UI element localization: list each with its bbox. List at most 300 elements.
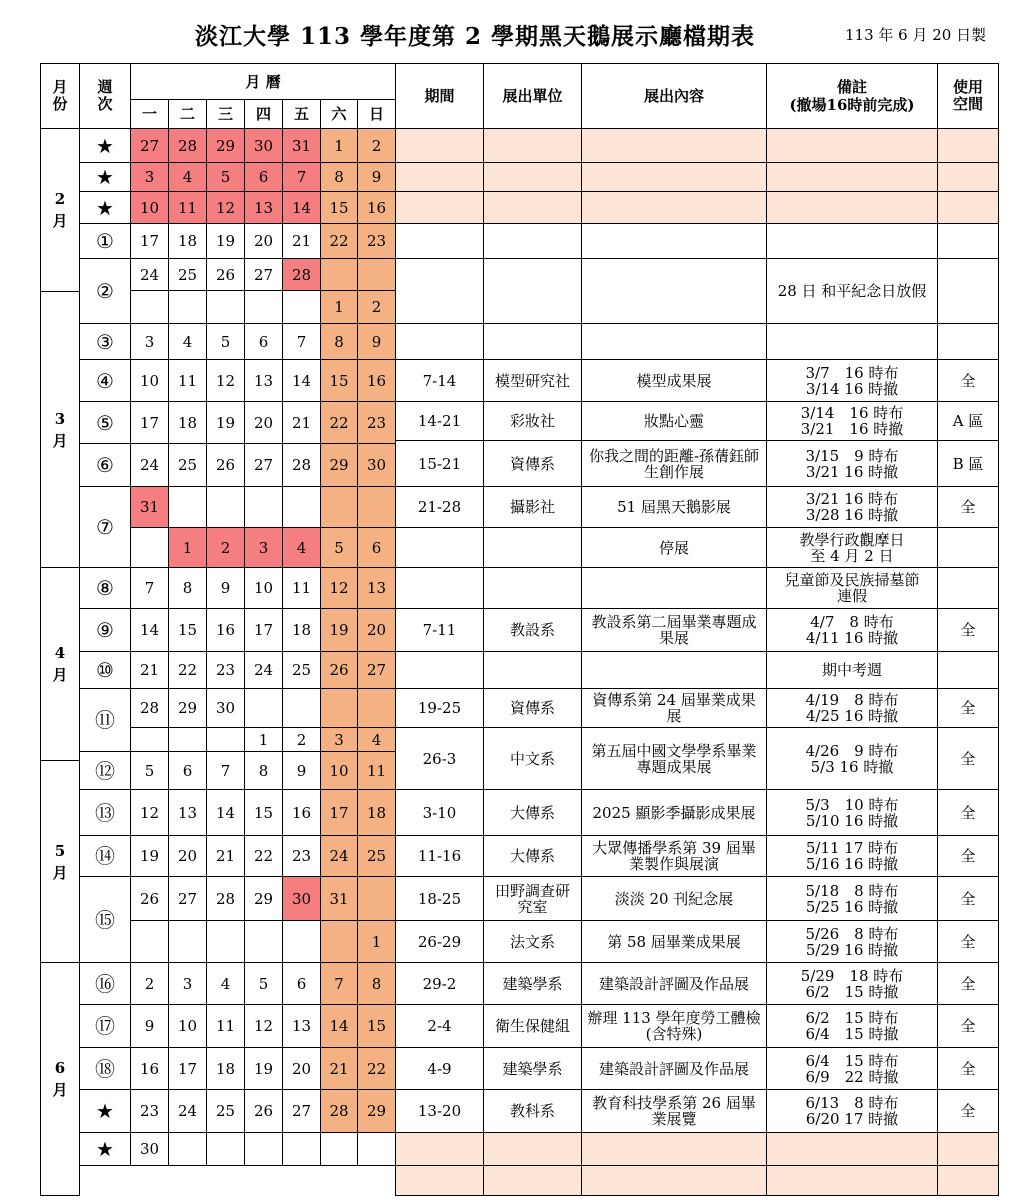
- exhibit-remark: [766, 440, 938, 487]
- calendar-day-text: 29: [366, 1102, 387, 1120]
- calendar-day: [168, 443, 207, 487]
- exhibit-space-text: A 區: [952, 412, 984, 430]
- exhibit-content: [581, 876, 767, 921]
- exhibit-unit-text: 資傳系: [509, 454, 555, 473]
- calendar-day-text: 14: [139, 621, 160, 639]
- calendar-day: [357, 688, 396, 728]
- calendar-day: [244, 608, 283, 652]
- calendar-day-text: 30: [253, 136, 274, 155]
- exhibit-period-text: 19-25: [417, 699, 462, 717]
- calendar-day-text: 13: [291, 1017, 312, 1035]
- calendar-day: [244, 1132, 283, 1166]
- calendar-day: [168, 876, 207, 921]
- calendar-day: [244, 223, 283, 259]
- calendar-day: [357, 323, 396, 360]
- calendar-day: [206, 1089, 245, 1133]
- calendar-day-text: 1: [258, 730, 269, 749]
- calendar-day: [282, 567, 321, 609]
- calendar-day: [168, 688, 207, 728]
- calendar-day: [130, 651, 169, 689]
- calendar-day-text: 7: [334, 974, 344, 993]
- exhibit-content: [581, 258, 767, 324]
- calendar-day: [282, 223, 321, 259]
- calendar-day: [244, 191, 283, 224]
- calendar-day-text: 27: [177, 889, 198, 908]
- exhibit-unit: [483, 688, 582, 728]
- week-10-text: ⑧: [96, 576, 114, 600]
- calendar-day: [206, 162, 245, 192]
- week-9: [79, 486, 131, 568]
- exhibit-unit: [483, 223, 582, 259]
- exhibit-unit-text: 建築學系: [502, 974, 563, 993]
- exhibit-remark-text: 兒童節及民族掃墓節 連假: [784, 571, 920, 605]
- exhibit-remark: [766, 608, 938, 652]
- exhibit-space-text: 全: [960, 1102, 976, 1120]
- calendar-day-text: 6: [371, 538, 382, 557]
- week-16-text: ⑭: [95, 844, 115, 868]
- calendar-day-text: 21: [291, 232, 312, 250]
- calendar-day: [206, 789, 245, 836]
- exhibit-remark-text: 5/3 10 時布 5/10 16 時撤: [805, 795, 899, 830]
- calendar-day-text: 3: [144, 332, 155, 351]
- calendar-day: [206, 608, 245, 652]
- calendar-day-text: 25: [291, 661, 312, 679]
- calendar-day: [244, 651, 283, 689]
- exhibit-unit: [483, 1165, 582, 1196]
- calendar-day: [282, 323, 321, 360]
- calendar-day: [168, 651, 207, 689]
- calendar-day-text: 16: [291, 803, 312, 822]
- exhibit-content-text: 第 58 屆畢業成果展: [607, 932, 741, 951]
- week-21-text: ★: [96, 1099, 114, 1123]
- exhibit-remark-text: 28 日 和平紀念日放假: [777, 282, 927, 300]
- exhibit-remark: [766, 920, 938, 963]
- calendar-day-text: 28: [215, 889, 236, 908]
- calendar-day-text: 24: [139, 265, 160, 284]
- calendar-day-text: 9: [296, 761, 307, 780]
- calendar-day-text: 1: [334, 298, 344, 316]
- exhibit-unit: [483, 1132, 582, 1166]
- calendar-day: [168, 1047, 207, 1090]
- calendar-day: [282, 443, 321, 487]
- calendar-day-text: 23: [366, 232, 387, 250]
- calendar-day: [320, 443, 358, 487]
- exhibit-space: [937, 258, 999, 324]
- calendar-day-text: 30: [366, 456, 387, 474]
- calendar-day-text: 10: [139, 371, 160, 390]
- exhibit-space-text: 全: [960, 974, 976, 993]
- week-8: [79, 443, 131, 487]
- calendar-day: [320, 401, 358, 444]
- calendar-day: [168, 1132, 207, 1166]
- calendar-day-text: 26: [329, 661, 349, 679]
- exhibit-remark-text: 3/7 16 時布 3/14 16 時撤: [805, 363, 899, 398]
- header-calendar-text: 月 曆: [245, 72, 281, 91]
- exhibit-period: [395, 401, 484, 441]
- exhibit-content: [581, 359, 767, 402]
- exhibit-remark: [766, 835, 938, 877]
- header-day-6-text: 日: [368, 105, 384, 123]
- exhibit-unit-text: 法文系: [509, 932, 555, 951]
- calendar-day: [357, 527, 396, 568]
- calendar-day: [244, 789, 283, 836]
- calendar-day: [282, 527, 321, 568]
- week-1: [79, 162, 131, 192]
- calendar-day-text: 4: [220, 974, 231, 993]
- week-15: [79, 789, 131, 836]
- calendar-day: [282, 651, 321, 689]
- calendar-day: [130, 223, 169, 259]
- exhibit-space: [937, 1047, 999, 1090]
- calendar-day: [320, 727, 358, 752]
- exhibit-space: [937, 567, 999, 609]
- calendar-day: [320, 162, 358, 192]
- calendar-day: [130, 359, 169, 402]
- calendar-day-text: 11: [366, 761, 387, 780]
- calendar-day-text: 13: [253, 371, 274, 390]
- calendar-day: [130, 688, 169, 728]
- calendar-day: [206, 527, 245, 568]
- calendar-day-text: 14: [215, 803, 236, 822]
- calendar-day-text: 9: [220, 579, 231, 597]
- calendar-day: [320, 290, 358, 324]
- calendar-day-text: 11: [291, 579, 312, 597]
- exhibit-remark-text: 5/11 17 時布 5/16 16 時撤: [805, 839, 899, 873]
- calendar-day: [168, 258, 207, 291]
- calendar-day-text: 19: [215, 413, 236, 432]
- header-space: [937, 63, 999, 129]
- calendar-day-text: 28: [291, 456, 312, 474]
- exhibit-period: [395, 1004, 484, 1048]
- calendar-day-text: 7: [296, 332, 307, 351]
- calendar-day-text: 1: [182, 538, 193, 557]
- calendar-day: [206, 1047, 245, 1090]
- exhibit-content: [581, 191, 767, 224]
- header-content-text: 展出內容: [643, 87, 704, 105]
- exhibit-space-text: 全: [960, 371, 976, 390]
- exhibit-content: [581, 789, 767, 836]
- exhibit-space: [937, 223, 999, 259]
- calendar-day: [282, 688, 321, 728]
- calendar-day-text: 3: [334, 730, 344, 749]
- calendar-day-text: 8: [334, 332, 344, 351]
- exhibit-period-text: 18-25: [417, 889, 462, 908]
- exhibit-unit: [483, 567, 582, 609]
- calendar-day-text: 8: [371, 974, 382, 993]
- exhibit-unit-text: 中文系: [509, 749, 555, 768]
- calendar-day-text: 8: [258, 761, 269, 780]
- exhibit-content-text: 辦理 113 學年度勞工體檢(含特殊): [587, 1009, 761, 1043]
- calendar-day: [130, 290, 169, 324]
- week-8-text: ⑥: [96, 453, 114, 477]
- calendar-day: [282, 962, 321, 1005]
- header-day-2-text: 三: [217, 105, 233, 123]
- calendar-day: [357, 1132, 396, 1166]
- header-day-5: [320, 99, 358, 129]
- calendar-day: [282, 727, 321, 752]
- header-day-3-text: 四: [255, 105, 271, 123]
- week-5: [79, 323, 131, 360]
- calendar-day-text: 9: [144, 1017, 155, 1035]
- calendar-day-text: 22: [177, 661, 198, 679]
- month-2-text: 3 月: [52, 409, 68, 450]
- calendar-day: [282, 1089, 321, 1133]
- calendar-day-text: 27: [139, 136, 160, 155]
- calendar-day: [130, 751, 169, 790]
- exhibit-space: [937, 401, 999, 441]
- calendar-day: [320, 1132, 358, 1166]
- calendar-day: [357, 920, 396, 963]
- week-20: [79, 1047, 131, 1090]
- calendar-day: [320, 1089, 358, 1133]
- exhibit-space-text: B 區: [952, 454, 984, 473]
- header-day-4-text: 五: [293, 105, 309, 123]
- exhibit-space: [937, 486, 999, 528]
- calendar-day-text: 29: [329, 456, 349, 474]
- calendar-day: [206, 258, 245, 291]
- calendar-day: [206, 835, 245, 877]
- calendar-day: [206, 359, 245, 402]
- exhibit-unit-text: 教科系: [509, 1102, 555, 1120]
- calendar-day-text: 8: [334, 168, 344, 186]
- week-3-text: ①: [96, 229, 114, 253]
- exhibit-space-text: 全: [960, 889, 976, 908]
- exhibit-unit: [483, 789, 582, 836]
- header-calendar: [130, 63, 396, 100]
- calendar-day-text: 17: [329, 803, 349, 822]
- calendar-day: [130, 443, 169, 487]
- calendar-day: [244, 359, 283, 402]
- calendar-day: [320, 876, 358, 921]
- exhibit-period: [395, 962, 484, 1005]
- calendar-day: [206, 727, 245, 752]
- week-0: [79, 128, 131, 163]
- exhibit-content-text: 你我之間的距離-孫蒨鈺師生創作展: [588, 446, 760, 481]
- week-19: [79, 1004, 131, 1048]
- calendar-day: [357, 258, 396, 291]
- calendar-day: [244, 876, 283, 921]
- exhibit-remark-text: 3/21 16 時布 3/28 16 時撤: [805, 490, 899, 524]
- exhibit-content: [581, 486, 767, 528]
- calendar-day-text: 7: [296, 168, 307, 186]
- calendar-day-text: 15: [253, 803, 274, 822]
- calendar-day: [320, 688, 358, 728]
- calendar-day-text: 6: [182, 761, 193, 780]
- week-1-text: ★: [96, 165, 114, 189]
- calendar-day: [357, 567, 396, 609]
- month-4-text: 5 月: [52, 841, 68, 882]
- exhibit-period-text: 13-20: [417, 1102, 462, 1120]
- calendar-day: [206, 751, 245, 790]
- calendar-day: [320, 651, 358, 689]
- exhibit-content-text: 淡淡 20 刊紀念展: [614, 889, 734, 908]
- calendar-day: [320, 258, 358, 291]
- exhibit-remark-text: 教學行政觀摩日 至 4 月 2 日: [799, 530, 905, 565]
- calendar-day: [357, 727, 396, 752]
- calendar-day: [244, 835, 283, 877]
- exhibit-unit: [483, 191, 582, 224]
- calendar-day-text: 6: [296, 974, 307, 993]
- exhibit-content: [581, 162, 767, 192]
- calendar-day-text: 19: [215, 232, 236, 250]
- month-5-text: 6 月: [52, 1059, 68, 1099]
- calendar-day: [168, 162, 207, 192]
- calendar-day: [168, 1004, 207, 1048]
- week-7: [79, 401, 131, 444]
- calendar-day-text: 20: [291, 1059, 312, 1078]
- exhibit-remark: [766, 223, 938, 259]
- exhibit-space: [937, 1004, 999, 1048]
- header-day-5-text: 六: [331, 105, 347, 123]
- calendar-day: [168, 401, 207, 444]
- calendar-day: [282, 162, 321, 192]
- calendar-day: [206, 1132, 245, 1166]
- page-title: 淡江大學 113 學年度第 2 學期黑天鵝展示廳檔期表: [195, 23, 756, 50]
- calendar-day-text: 20: [253, 413, 274, 432]
- exhibit-content: [581, 962, 767, 1005]
- calendar-day-text: 2: [371, 136, 382, 155]
- exhibit-unit-text: 模型研究社: [494, 371, 570, 390]
- exhibit-period-text: 29-2: [422, 974, 457, 993]
- calendar-day: [206, 290, 245, 324]
- exhibit-unit: [483, 440, 582, 487]
- calendar-day-text: 5: [220, 332, 231, 351]
- exhibit-space-text: 全: [960, 749, 976, 768]
- calendar-day: [244, 486, 283, 528]
- exhibit-remark: [766, 258, 938, 324]
- calendar-day: [130, 323, 169, 360]
- exhibit-content: [581, 1165, 767, 1196]
- exhibit-unit-text: 大傳系: [509, 803, 555, 822]
- exhibit-space: [937, 727, 999, 790]
- exhibit-content-text: 大眾傳播學系第 39 屆畢業製作與展演: [592, 839, 756, 873]
- calendar-day-text: 20: [366, 621, 387, 639]
- month-4: [40, 760, 80, 963]
- week-14-text: ⑫: [95, 758, 115, 783]
- week-21: [79, 1089, 131, 1133]
- calendar-day-text: 27: [291, 1102, 312, 1120]
- exhibit-space: [937, 1165, 999, 1196]
- calendar-day-text: 13: [253, 198, 274, 217]
- week-7-text: ⑤: [96, 410, 114, 435]
- calendar-day: [320, 486, 358, 528]
- calendar-day-text: 2: [144, 974, 155, 993]
- calendar-day-text: 18: [177, 413, 198, 432]
- exhibit-remark: [766, 191, 938, 224]
- calendar-day-text: 21: [215, 847, 236, 865]
- exhibit-content-text: 停展: [658, 538, 689, 557]
- exhibit-space-text: 全: [960, 932, 976, 951]
- exhibit-content: [581, 527, 767, 568]
- exhibit-remark: [766, 1089, 938, 1133]
- calendar-day-text: 6: [258, 332, 269, 351]
- exhibit-period-text: 26-3: [422, 749, 457, 768]
- exhibit-content-text: 建築設計評圖及作品展: [598, 974, 749, 993]
- calendar-day: [168, 608, 207, 652]
- calendar-day: [130, 727, 169, 752]
- calendar-day: [206, 920, 245, 963]
- exhibit-period: [395, 567, 484, 609]
- calendar-day-text: 8: [182, 579, 193, 597]
- header-remark-text: 備註 (撤場16時前完成): [789, 78, 915, 114]
- calendar-day-text: 30: [291, 889, 312, 908]
- calendar-day-text: 28: [329, 1102, 349, 1120]
- made-date: 113 年 6 月 20 日製: [845, 26, 987, 44]
- calendar-day-text: 23: [366, 413, 387, 432]
- calendar-day: [130, 567, 169, 609]
- calendar-day: [357, 835, 396, 877]
- calendar-day-text: 11: [177, 198, 198, 217]
- calendar-day: [130, 876, 169, 921]
- exhibit-remark: [766, 359, 938, 402]
- calendar-day-text: 23: [215, 661, 236, 679]
- calendar-day: [244, 727, 283, 752]
- calendar-day: [282, 1047, 321, 1090]
- exhibit-period-text: 21-28: [417, 498, 462, 516]
- exhibit-unit: [483, 608, 582, 652]
- calendar-day-text: 27: [253, 456, 274, 474]
- calendar-day: [130, 920, 169, 963]
- calendar-day-text: 7: [144, 579, 155, 597]
- week-18: [79, 962, 131, 1005]
- calendar-day: [320, 323, 358, 360]
- week-4: [79, 258, 131, 324]
- exhibit-remark-text: 6/4 15 時布 6/9 22 時撤: [805, 1051, 899, 1086]
- exhibit-unit: [483, 527, 582, 568]
- week-19-text: ⑰: [95, 1014, 115, 1038]
- header-day-4: [282, 99, 321, 129]
- calendar-day-text: 29: [177, 699, 198, 717]
- week-22: [79, 1132, 131, 1166]
- week-9-text: ⑦: [96, 515, 114, 539]
- exhibit-unit-text: 建築學系: [502, 1059, 563, 1078]
- calendar-day: [320, 359, 358, 402]
- calendar-day-text: 23: [139, 1102, 160, 1120]
- calendar-day-text: 10: [253, 579, 274, 597]
- calendar-day-text: 18: [366, 803, 387, 822]
- calendar-day-text: 15: [177, 621, 198, 639]
- header-week: [79, 63, 131, 129]
- exhibit-content: [581, 651, 767, 689]
- exhibit-content-text: 2025 顯影季攝影成果展: [592, 803, 756, 822]
- calendar-day-text: 17: [139, 413, 160, 432]
- calendar-day-text: 11: [215, 1017, 236, 1035]
- calendar-day: [357, 401, 396, 444]
- exhibit-space-text: 全: [960, 847, 976, 865]
- calendar-day-text: 25: [215, 1102, 236, 1120]
- calendar-day: [206, 191, 245, 224]
- exhibit-space: [937, 1089, 999, 1133]
- exhibit-content-text: 教育科技學系第 26 屆畢業展覽: [592, 1094, 756, 1128]
- exhibit-remark-text: 5/26 8 時布 5/29 16 時撤: [805, 924, 899, 959]
- header-period-text: 期間: [424, 87, 455, 105]
- calendar-day-text: 25: [366, 847, 387, 865]
- calendar-day: [244, 1047, 283, 1090]
- calendar-day-text: 12: [329, 579, 349, 597]
- exhibit-remark: [766, 128, 938, 163]
- calendar-day: [168, 223, 207, 259]
- calendar-day-text: 15: [329, 198, 349, 217]
- exhibit-content: [581, 440, 767, 487]
- exhibit-content-text: 模型成果展: [636, 371, 712, 390]
- calendar-day-text: 17: [177, 1059, 198, 1078]
- calendar-day-text: 15: [366, 1017, 387, 1035]
- calendar-day: [206, 128, 245, 163]
- week-10: [79, 567, 131, 609]
- calendar-day-text: 14: [329, 1017, 349, 1035]
- calendar-day: [282, 128, 321, 163]
- exhibit-period: [395, 608, 484, 652]
